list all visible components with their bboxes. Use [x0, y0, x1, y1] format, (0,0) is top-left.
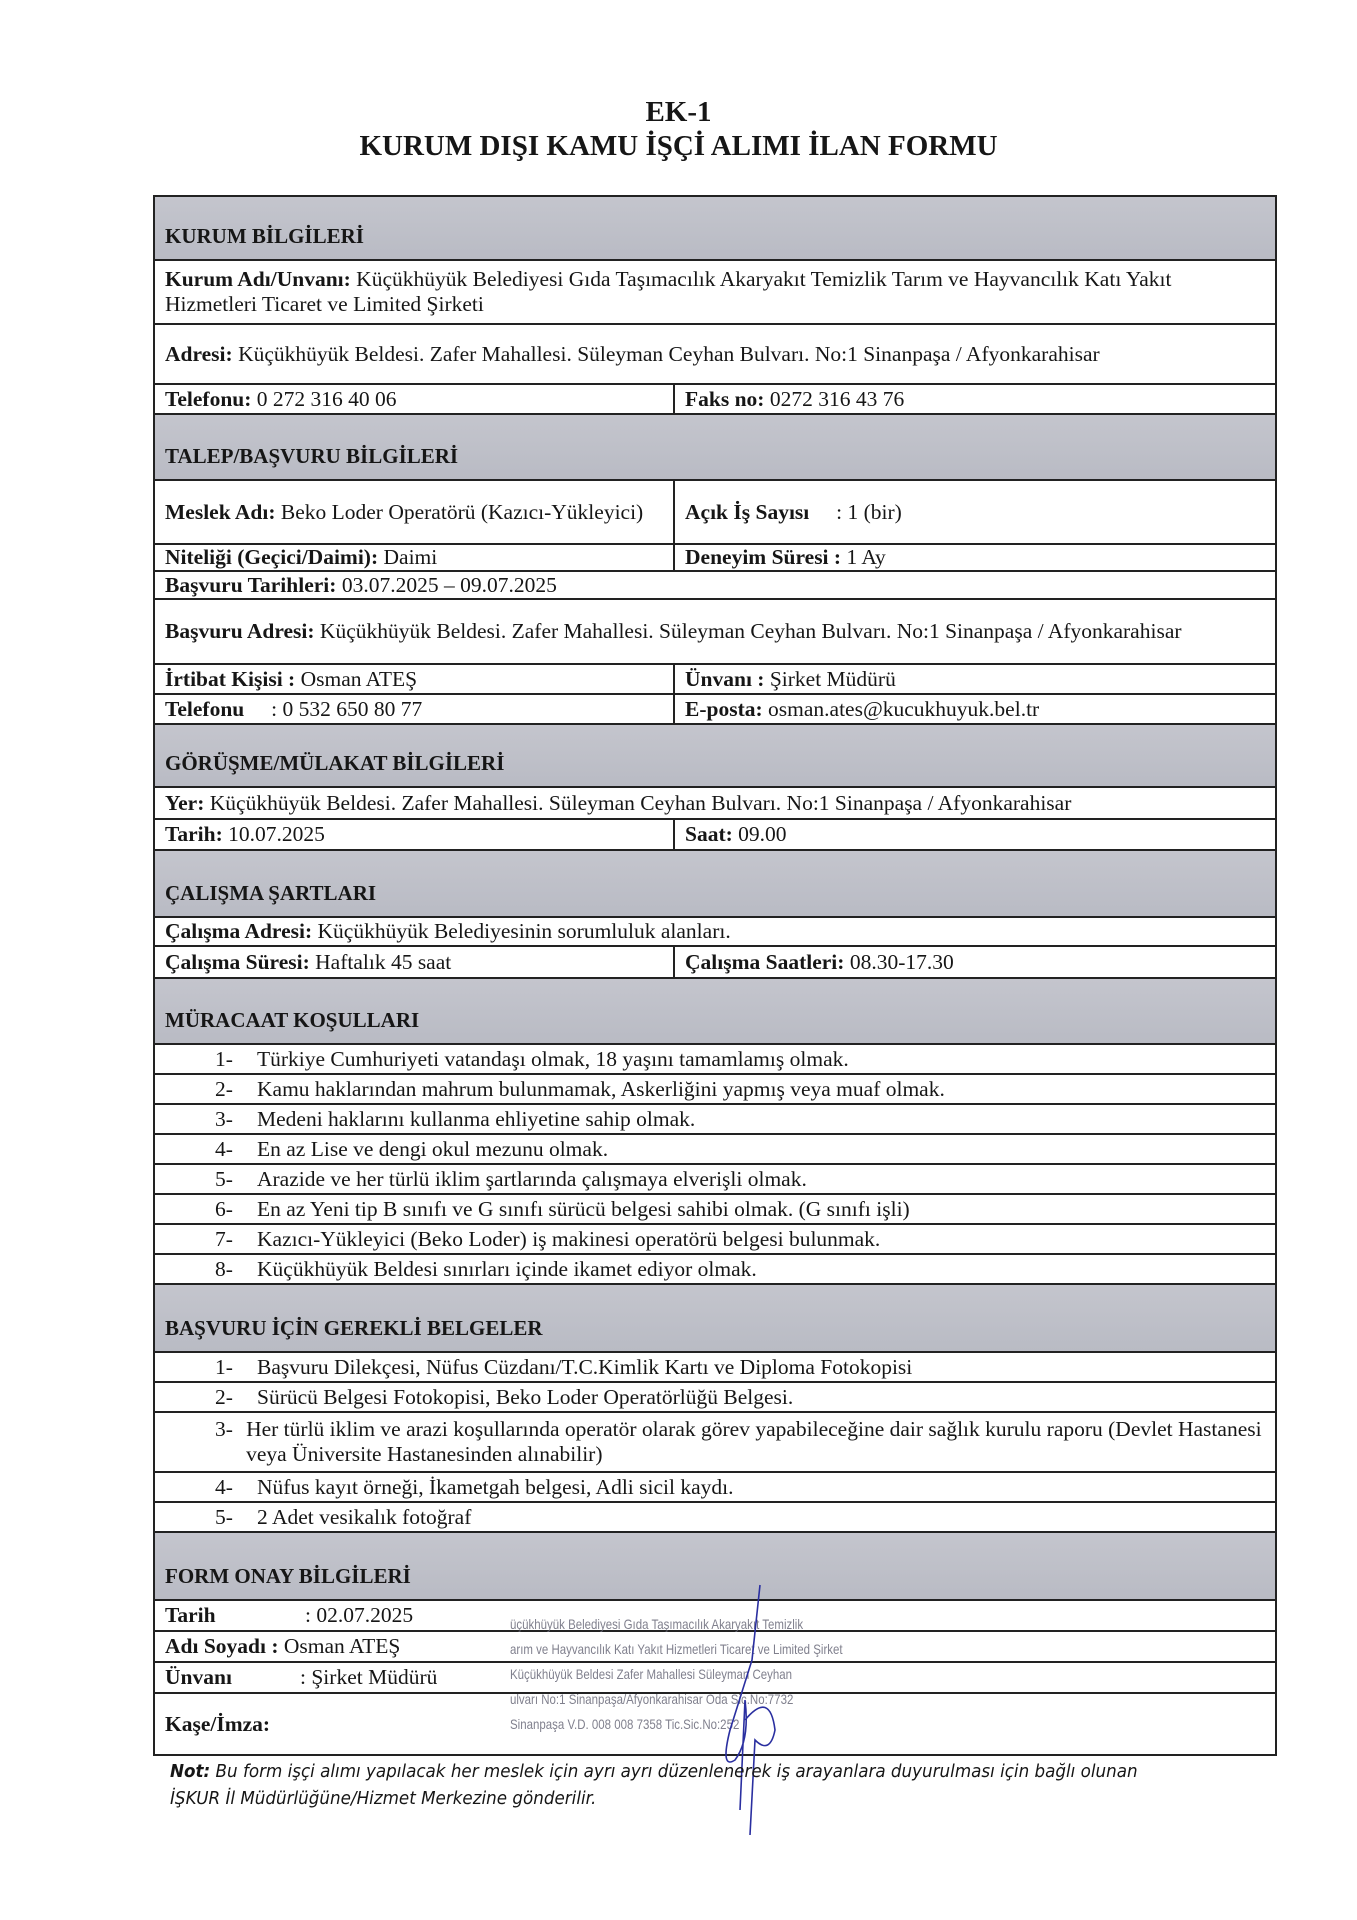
- work-duration: Çalışma Süresi: Haftalık 45 saat: [155, 947, 675, 977]
- item-text: Her türlü iklim ve arazi koşullarında operatör olarak görev yapabileceğine dair sağlık kurulu raporu (Devlet Hastanesi veya Üniversite Hastanesinden alınabilir): [246, 1417, 1262, 1466]
- list-item: [155, 1045, 1275, 1075]
- list-item: [155, 1105, 1275, 1135]
- list-item: [155, 1503, 1275, 1533]
- contact-email: E-posta: osman.ates@kucukhuyuk.bel.tr: [685, 696, 1040, 721]
- interview-date: Tarih: 10.07.2025: [155, 820, 675, 849]
- work-address: Çalışma Adresi: Küçükhüyük Belediyesinin sorumluluk alanları.: [165, 919, 731, 943]
- list-item: [155, 1353, 1275, 1383]
- list-item: [155, 1165, 1275, 1195]
- section-gorusme: GÖRÜŞME/MÜLAKAT BİLGİLERİ: [155, 725, 1275, 788]
- stamp-signature: Kaşe/İmza:: [165, 1711, 271, 1736]
- item-text: En az Yeni tip B sınıfı ve G sınıfı sürücü belgesi sahibi olmak. (G sınıfı işli): [257, 1196, 910, 1221]
- work-hours: Çalışma Saatleri: 08.30-17.30: [685, 949, 954, 974]
- section-belgeler: BAŞVURU İÇİN GEREKLİ BELGELER: [155, 1285, 1275, 1353]
- job-name: Meslek Adı: Beko Loder Operatörü (Kazıcı-Yükleyici): [155, 481, 675, 543]
- section-kurum: KURUM BİLGİLERİ: [155, 197, 1275, 261]
- stamp-line: ulvarı No:1 Sinanpaşa/Afyonkarahisar Oda Sic.No:7732: [510, 1691, 794, 1707]
- application-dates: Başvuru Tarihleri: 03.07.2025 – 09.07.2025: [165, 572, 557, 597]
- item-text: Kamu haklarından mahrum bulunmamak, Askerliğini yapmış veya muaf olmak.: [257, 1076, 945, 1101]
- item-number: 1-: [215, 1354, 233, 1379]
- kurum-address: Adresi: Küçükhüyük Beldesi. Zafer Mahallesi. Süleyman Ceyhan Bulvarı. No:1 Sinanpaşa / Afyonkarahisar: [165, 341, 1100, 366]
- openings: Açık İş Sayısı : 1 (bir): [685, 499, 902, 524]
- interview-time: Saat: 09.00: [685, 822, 787, 846]
- item-text: Medeni haklarını kullanma ehliyetine sahip olmak.: [257, 1106, 696, 1131]
- list-item: [155, 1195, 1275, 1225]
- item-number: 1-: [215, 1046, 233, 1071]
- item-text: Kazıcı-Yükleyici (Beko Loder) iş makinesi operatörü belgesi bulunmak.: [257, 1226, 881, 1251]
- section-onay: FORM ONAY BİLGİLERİ: [155, 1533, 1275, 1601]
- item-number: 5-: [215, 1504, 233, 1529]
- item-text: 2 Adet vesikalık fotoğraf: [257, 1504, 472, 1529]
- item-number: 6-: [215, 1196, 233, 1221]
- section-muracaat: MÜRACAAT KOŞULLARI: [155, 979, 1275, 1045]
- approval-date: Tarih : 02.07.2025: [165, 1603, 414, 1627]
- item-text: Nüfus kayıt örneği, İkametgah belgesi, Adli sicil kaydı.: [257, 1474, 734, 1499]
- approval-title: Ünvanı : Şirket Müdürü: [165, 1665, 438, 1689]
- kurum-fax: Faks no: 0272 316 43 76: [685, 386, 905, 411]
- stamp-line: arım ve Hayvancılık Katı Yakıt Hizmetleri Ticaret ve Limited Şirket: [510, 1641, 843, 1657]
- item-number: 3-: [215, 1417, 233, 1441]
- stamp-line: Küçükhüyük Beldesi Zafer Mahallesi Süleyman Ceyhan: [510, 1666, 793, 1682]
- contact-phone: Telefonu : 0 532 650 80 77: [155, 695, 675, 723]
- contact-title: Ünvanı : Şirket Müdürü: [685, 666, 896, 691]
- item-number: 2-: [215, 1384, 233, 1409]
- item-number: 4-: [215, 1136, 233, 1161]
- item-number: 8-: [215, 1256, 233, 1281]
- list-item: [155, 1383, 1275, 1413]
- item-text: Başvuru Dilekçesi, Nüfus Cüzdanı/T.C.Kimlik Kartı ve Diploma Fotokopisi: [257, 1354, 913, 1379]
- list-item: [155, 1413, 1275, 1473]
- list-item: [155, 1473, 1275, 1503]
- item-text: Arazide ve her türlü iklim şartlarında çalışmaya elverişli olmak.: [257, 1166, 807, 1191]
- annex-label: EK-1: [645, 96, 712, 128]
- stamp-line: Sinanpaşa V.D. 008 008 7358 Tic.Sic.No:252: [510, 1716, 740, 1732]
- application-address: Başvuru Adresi: Küçükhüyük Beldesi. Zafer Mahallesi. Süleyman Ceyhan Bulvarı. No:1 Sinanpaşa / Afyonkarahisar: [165, 619, 1182, 643]
- kurum-name: Kurum Adı/Unvanı: Küçükhüyük Belediyesi Gıda Taşımacılık Akaryakıt Temizlik Tarım ve Hayvancılık Katı Yakıt Hizmetleri Ticaret ve Limited Şirketi: [165, 267, 1172, 316]
- item-text: En az Lise ve dengi okul mezunu olmak.: [257, 1136, 609, 1161]
- item-text: Türkiye Cumhuriyeti vatandaşı olmak, 18 yaşını tamamlamış olmak.: [257, 1046, 849, 1071]
- list-item: [155, 1225, 1275, 1255]
- item-number: 2-: [215, 1076, 233, 1101]
- item-number: 4-: [215, 1474, 233, 1499]
- section-calisma: ÇALIŞMA ŞARTLARI: [155, 851, 1275, 918]
- approval-name: Adı Soyadı : Osman ATEŞ: [165, 1634, 401, 1658]
- experience: Deneyim Süresi : 1 Ay: [685, 545, 886, 569]
- list-item: [155, 1075, 1275, 1105]
- list-item: [155, 1255, 1275, 1285]
- item-text: Küçükhüyük Beldesi sınırları içinde ikamet ediyor olmak.: [257, 1256, 757, 1281]
- footer-note: Not: Bu form işçi alımı yapılacak her meslek için ayrı ayrı düzenlenerek iş arayanlara duyurulması için bağlı olunan İŞKUR İl Müdürlüğüne/Hizmet Merkezine gönderilir.: [170, 1761, 1138, 1809]
- stamp-line: üçükhüyük Belediyesi Gıda Taşımacılık Akaryakıt Temizlik: [510, 1616, 804, 1632]
- job-posting-form: [153, 195, 1277, 1756]
- item-text: Sürücü Belgesi Fotokopisi, Beko Loder Operatörlüğü Belgesi.: [257, 1384, 794, 1409]
- item-number: 7-: [215, 1226, 233, 1251]
- employment-type: Niteliği (Geçici/Daimi): Daimi: [155, 545, 675, 570]
- contact-person: İrtibat Kişisi : Osman ATEŞ: [155, 665, 675, 693]
- section-talep: TALEP/BAŞVURU BİLGİLERİ: [155, 415, 1275, 481]
- item-number: 3-: [215, 1106, 233, 1131]
- page-title: KURUM DIŞI KAMU İŞÇİ ALIMI İLAN FORMU: [359, 130, 998, 162]
- interview-place: Yer: Küçükhüyük Beldesi. Zafer Mahallesi. Süleyman Ceyhan Bulvarı. No:1 Sinanpaşa / Afyonkarahisar: [165, 790, 1072, 815]
- item-number: 5-: [215, 1166, 233, 1191]
- list-item: [155, 1135, 1275, 1165]
- kurum-phone: Telefonu: 0 272 316 40 06: [155, 385, 675, 413]
